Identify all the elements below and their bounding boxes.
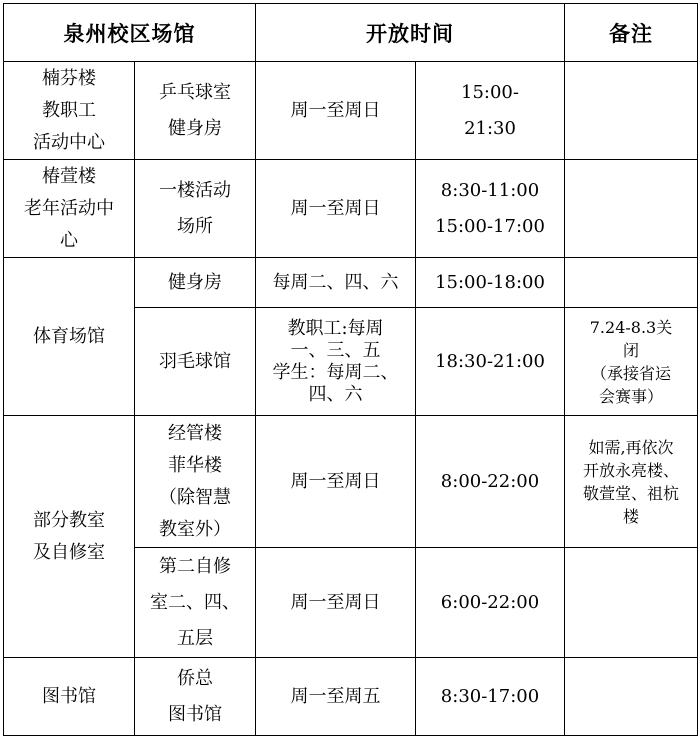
- days-cell: [256, 62, 416, 160]
- cell-text-line: 活动中心: [33, 131, 105, 153]
- time-cell: [416, 160, 565, 258]
- cell-text-line: 15:00-17:00: [435, 215, 545, 237]
- table-row: [4, 658, 698, 736]
- cell-text-line: 每周二、四、六: [272, 271, 399, 293]
- cell-text-line: 15:00-18:00: [435, 271, 545, 293]
- cell-text-line: 周一至周日: [290, 197, 381, 219]
- facility-cell: [135, 548, 256, 658]
- cell-text-line: 场所: [177, 215, 213, 237]
- venue-group-cell: [4, 416, 135, 658]
- table-row: [4, 258, 698, 308]
- cell-text-line: 15:00-: [461, 81, 519, 103]
- note-cell: [565, 62, 698, 160]
- time-cell: [416, 308, 565, 416]
- cell-text-line: 8:00-22:00: [440, 470, 540, 492]
- time-cell: [416, 658, 565, 736]
- cell-text-line: 7.24-8.3关: [589, 317, 673, 337]
- header-hours: 开放时间: [256, 4, 565, 62]
- cell-text-line: 21:30: [464, 117, 516, 139]
- note-cell: [565, 416, 698, 548]
- cell-text-line: 如需,再依次: [588, 437, 674, 457]
- cell-text-line: 乒乓球室: [159, 81, 231, 103]
- cell-text-line: 第二自修: [159, 555, 231, 577]
- days-cell: [256, 658, 416, 736]
- cell-text-line: 部分教室: [33, 509, 105, 531]
- cell-text-line: 老年活动中: [24, 197, 114, 219]
- cell-text-line: 会赛事）: [598, 386, 663, 406]
- note-cell: [565, 308, 698, 416]
- header-notes: 备注: [565, 4, 698, 62]
- time-cell: [416, 62, 565, 160]
- cell-text-line: 体育场馆: [33, 325, 105, 347]
- cell-text-line: 教职工:每周: [287, 317, 384, 339]
- cell-text-line: 侨总: [177, 667, 213, 689]
- venue-group-cell: [4, 658, 135, 736]
- cell-text-line: 健身房: [168, 271, 222, 293]
- cell-text-line: 一、三、五: [290, 339, 381, 361]
- cell-text-line: 羽毛球馆: [159, 350, 231, 372]
- cell-text-line: （承接省运: [590, 363, 671, 383]
- facility-cell: [135, 658, 256, 736]
- venue-group-cell: [4, 62, 135, 160]
- cell-text-line: 开放永亮楼、: [582, 460, 679, 480]
- cell-text-line: 五层: [177, 627, 213, 649]
- facility-cell: [135, 258, 256, 308]
- cell-text-line: 四、六: [308, 383, 363, 405]
- cell-text-line: 8:30-11:00: [440, 179, 540, 201]
- note-cell: [565, 258, 698, 308]
- table-row: [4, 62, 698, 160]
- cell-text-line: 椿萱楼: [42, 165, 96, 187]
- cell-text-line: 18:30-21:00: [435, 350, 545, 372]
- cell-text-line: 教室外）: [159, 518, 231, 540]
- cell-text-line: 及自修室: [33, 541, 105, 563]
- header-venue: 泉州校区场馆: [4, 4, 256, 62]
- cell-text-line: 健身房: [168, 117, 222, 139]
- cell-text-line: 心: [60, 229, 78, 251]
- cell-text-line: 学生：每周二、: [272, 361, 399, 383]
- cell-text-line: 周一至周日: [290, 591, 381, 613]
- days-cell: [256, 308, 416, 416]
- time-cell: [416, 416, 565, 548]
- venue-group-cell: [4, 258, 135, 416]
- days-cell: [256, 548, 416, 658]
- facility-cell: [135, 62, 256, 160]
- cell-text-line: 8:30-17:00: [440, 685, 540, 707]
- cell-text-line: 教职工: [42, 99, 96, 121]
- facility-cell: [135, 308, 256, 416]
- cell-text-line: 楼: [622, 506, 639, 526]
- note-cell: [565, 548, 698, 658]
- cell-text-line: 敬萱堂、祖杭: [582, 483, 679, 503]
- cell-text-line: 菲华楼: [168, 454, 222, 476]
- days-cell: [256, 258, 416, 308]
- cell-text-line: 图书馆: [168, 703, 222, 725]
- venue-group-cell: [4, 160, 135, 258]
- cell-text-line: 周一至周五: [290, 685, 381, 707]
- cell-text-line: 室二、四、: [150, 591, 240, 613]
- days-cell: [256, 160, 416, 258]
- time-cell: [416, 548, 565, 658]
- cell-text-line: 周一至周日: [290, 470, 381, 492]
- cell-text-line: 6:00-22:00: [440, 591, 540, 613]
- cell-text-line: 图书馆: [42, 685, 96, 707]
- days-cell: [256, 416, 416, 548]
- facility-cell: [135, 416, 256, 548]
- schedule-table: [3, 3, 698, 736]
- header-row: [4, 4, 698, 62]
- cell-text-line: 周一至周日: [290, 99, 381, 121]
- table-row: [4, 160, 698, 258]
- note-cell: [565, 658, 698, 736]
- cell-text-line: 闭: [622, 340, 639, 360]
- note-cell: [565, 160, 698, 258]
- time-cell: [416, 258, 565, 308]
- facility-cell: [135, 160, 256, 258]
- cell-text-line: 一楼活动: [159, 179, 231, 201]
- cell-text-line: 楠芬楼: [42, 67, 96, 89]
- table-row: [4, 416, 698, 548]
- cell-text-line: 经管楼: [168, 422, 222, 444]
- cell-text-line: （除智慧: [159, 486, 231, 508]
